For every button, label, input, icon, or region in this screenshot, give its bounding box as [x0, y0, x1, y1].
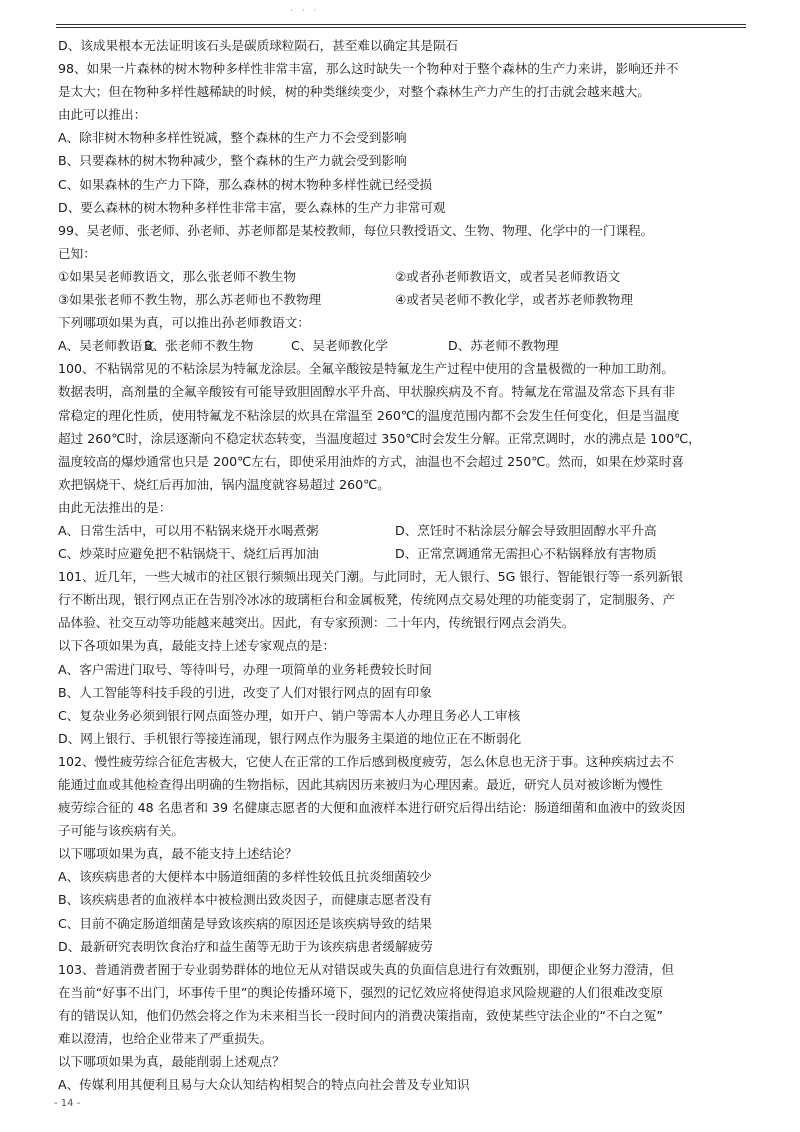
text-line: 子可能与该疾病有关。 [58, 823, 184, 839]
text-line: 在当前“好事不出门，坏事传千里”的舆论传播环境下，强烈的记忆效应将使得追求风险规避的人们很难改变原 [58, 984, 663, 1000]
header-mark: · · · [290, 6, 320, 16]
condition-2: ②或者孙老师教语文，或者吴老师教语文 [395, 268, 621, 284]
q101-option-b: B、人工智能等科技手段的引进，改变了人们对银行网点的固有印象 [58, 684, 432, 700]
text-line: 难以澄清，也给企业带来了严重损失。 [58, 1031, 273, 1047]
question-prompt: 以下各项如果为真，最能支持上述专家观点的是： [58, 638, 336, 654]
q101-option-a: A、客户需进门取号、等待叫号，办理一项简单的业务耗费较长时间 [58, 661, 432, 677]
q99-options-row [58, 334, 748, 357]
q101-option-c: C、复杂业务必须到银行网点面签办理，如开户、销户等需本人办理且务必人工审核 [58, 707, 521, 723]
text-line: 超过 260℃时，涂层逐渐向不稳定状态转变，当温度超过 350℃时会发生分解。正常烹调时，水的沸点是 100℃， [58, 430, 701, 446]
q100-options-row [58, 519, 748, 542]
header-rule-top [56, 24, 746, 25]
question-prompt: 以下哪项如果为真，最能削弱上述观点？ [58, 1054, 285, 1070]
text-line: A、除非树木物种多样性锐减，整个森林的生产力不会受到影响 [58, 130, 407, 146]
condition-4: ④或者吴老师不教化学，或者苏老师教物理 [395, 292, 633, 308]
question-prompt: 以下哪项如果为真，最不能支持上述结论？ [58, 846, 298, 862]
condition-1: ①如果吴老师教语文，那么张老师不教生物 [58, 268, 296, 284]
text-line: 常稳定的理化性质，使用特氟龙不粘涂层的炊具在常温至 260℃的温度范围内都不会发生任何变化，但是当温度 [58, 407, 680, 423]
text-line: 行不断出现，银行网点正在告别冷冰冰的玻璃柜台和金属板凳，传统网点交易处理的功能变弱了，定制服务、产 [58, 592, 676, 608]
q100-option-c: C、炒菜时应避免把不粘锅烧干、烧红后再加油 [58, 546, 319, 562]
text-line: 由此可以推出： [58, 107, 147, 123]
q102-option-b: B、该疾病患者的血液样本中被检测出致炎因子，而健康志愿者没有 [58, 892, 432, 908]
q102-option-a: A、该疾病患者的大便样本中肠道细菌的多样性较低且抗炎细菌较少 [58, 869, 432, 885]
text-line: 欢把锅烧干、烧红后再加油，锅内温度就容易超过 260℃。 [58, 476, 390, 492]
text-line: D、要么森林的树木物种多样性非常丰富，要么森林的生产力非常可观 [58, 199, 446, 215]
text-line: 99、吴老师、张老师、孙老师、苏老师都是某校教师，每位只教授语文、生物、物理、化学中的一门课程。 [58, 222, 654, 238]
text-line: 103、普通消费者囿于专业弱势群体的地位无从对错误或失真的负面信息进行有效甄别，即便企业努力澄清，但 [58, 961, 674, 977]
condition-row [58, 288, 748, 311]
condition-row [58, 265, 748, 288]
header-rule-bottom [56, 27, 746, 28]
text-line: 98、如果一片森林的树木物种多样性非常丰富，那么这时缺失一个物种对于整个森林的生产力来讲，影响还并不 [58, 61, 679, 77]
q100-options-row [58, 542, 748, 565]
q101-option-d: D、网上银行、手机银行等接连涌现，银行网点作为服务主渠道的地位正在不断弱化 [58, 730, 522, 746]
text-line: D、该成果根本无法证明该石头是碳质球粒陨石，甚至难以确定其是陨石 [58, 38, 459, 53]
text-line: 是太大；但在物种多样性越稀缺的时候，树的种类继续变少，对整个森林生产力产生的打击就会越来越大。 [58, 84, 650, 100]
page-number: - 14 - [54, 1098, 81, 1109]
q102-option-c: C、目前不确定肠道细菌是导致该疾病的原因还是该疾病导致的结果 [58, 915, 433, 931]
text-line: 102、慢性疲劳综合征危害极大，它使人在正常的工作后感到极度疲劳，怎么休息也无济于事。这种疾病过去不 [58, 753, 674, 769]
q102-option-d: D、最新研究表明饮食治疗和益生菌等无助于为该疾病患者缓解疲劳 [58, 938, 433, 954]
text-line: C、如果森林的生产力下降，那么森林的树木物种多样性就已经受损 [58, 176, 433, 192]
q100-option-d: D、正常烹调通常无需担心不粘锅释放有害物质 [395, 546, 657, 562]
text-line: 有的错误认知，他们仍然会将之作为未来相当长一段时间内的消费决策指南，致使某些守法企业的“不白之冤” [58, 1007, 663, 1023]
q99-option-b: B、张老师不教生物 [144, 338, 254, 354]
text-line: 品体验、社交互动等功能越来越突出。因此，有专家预测：二十年内，传统银行网点会消失。 [58, 615, 575, 631]
q100-option-b: D、烹饪时不粘涂层分解会导致胆固醇水平升高 [395, 522, 657, 538]
condition-3: ③如果张老师不教生物，那么苏老师也不教物理 [58, 292, 322, 308]
question-prompt: 下列哪项如果为真，可以推出孙老师教语文： [58, 315, 310, 331]
text-line: 温度较高的爆炒通常也只是 200℃左右，即使采用油炸的方式，油温也不会超过 250℃。然而，如果在炒菜时喜 [58, 453, 684, 469]
page-content [58, 34, 748, 1096]
text-line: 能通过血或其他检查得出明确的生物指标，因此其病因历来被归为心理因素。最近，研究人员对被诊断为慢性 [58, 777, 663, 792]
q99-option-d: D、苏老师不教物理 [448, 338, 559, 354]
q99-option-a: A、吴老师教语文 [58, 338, 155, 354]
question-prompt: 由此无法推出的是： [58, 499, 172, 515]
text-line: 100、不粘锅常见的不粘涂层为特氟龙涂层。全氟辛酸铵是特氟龙生产过程中使用的含量极微的一种加工助剂。 [58, 361, 674, 377]
text-line: B、只要森林的树木物种减少，整个森林的生产力就会受到影响 [58, 153, 407, 169]
q99-option-c: C、吴老师教化学 [291, 338, 388, 354]
q100-option-a: A、日常生活中，可以用不粘锅来烧开水喝煮粥 [58, 522, 319, 538]
text-line: 数据表明，高剂量的全氟辛酸铵有可能导致胆固醇水平升高、甲状腺疾病及不育。特氟龙在常温及常态下具有非 [58, 384, 676, 400]
text-line: 101、近几年，一些大城市的社区银行频频出现关门潮。与此同时，无人银行、5G 银行、智能银行等一系列新银 [58, 569, 684, 585]
text-line: 已知： [58, 245, 96, 261]
q103-option-a: A、传媒利用其便利且易与大众认知结构相契合的特点向社会普及专业知识 [58, 1077, 470, 1093]
text-line: 疲劳综合征的 48 名患者和 39 名健康志愿者的大便和血液样本进行研究后得出结论：肠道细菌和血液中的致炎因 [58, 800, 686, 816]
